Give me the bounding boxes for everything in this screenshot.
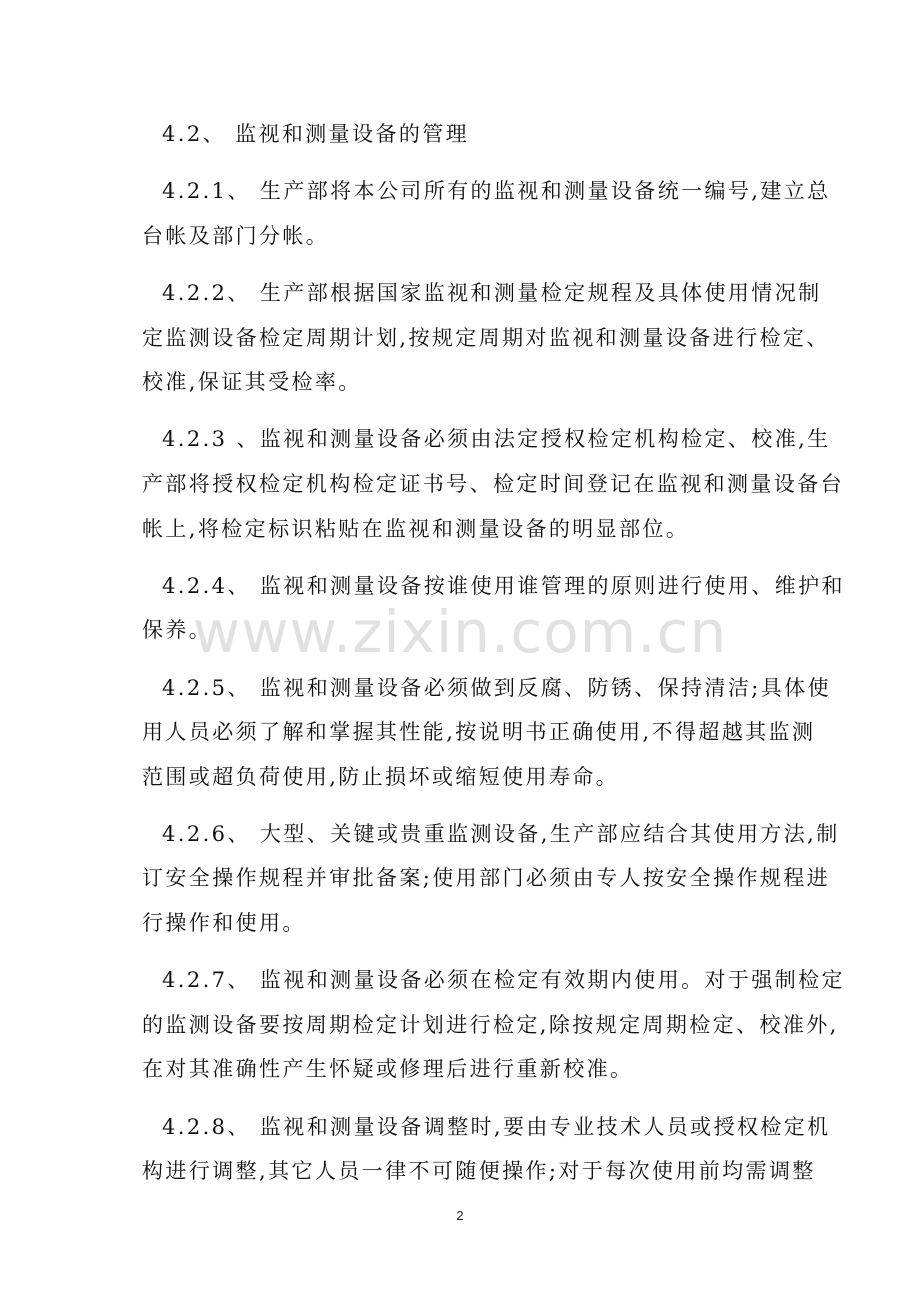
paragraph-line: 定监测设备检定周期计划,按规定周期对监视和测量设备进行检定、 [142,325,830,350]
paragraph-4-2-1 [142,169,831,258]
paragraph-line: 在对其准确性产生怀疑或修理后进行重新校准。 [142,1057,634,1082]
page-number: 2 [456,1208,464,1223]
paragraph-line: 4.2.2、 生产部根据国家监视和测量检定规程及具体使用情况制 [162,280,822,305]
paragraph-line: 4.2.3 、监视和测量设备必须由法定授权检定机构检定、校准,生 [162,427,831,452]
paragraph-line: 行操作和使用。 [142,911,306,936]
document-body [142,112,845,1194]
paragraph-4-2-3 [142,417,844,551]
paragraph-4-2-7 [142,958,845,1092]
paragraph-line: 用人员必须了解和掌握其性能,按说明书正确使用,不得超越其监测 [142,720,816,745]
section-title: 4.2、 监视和测量设备的管理 [162,122,470,146]
paragraph-4-2-5 [142,666,831,800]
paragraph-line: 范围或超负荷使用,防止损坏或缩短使用寿命。 [142,764,620,789]
paragraph-line: 4.2.1、 生产部将本公司所有的监视和测量设备统一编号,建立总 [162,179,831,204]
paragraph-line: 4.2.7、 监视和测量设备必须在检定有效期内使用。对于强制检定 [162,968,845,993]
paragraph-line: 订安全操作规程并审批备案;使用部门必须由专人按安全操作规程进 [142,866,831,891]
paragraph-4-2-2 [142,271,830,405]
paragraph-line: 构进行调整,其它人员一律不可随便操作;对于每次使用前均需调整 [142,1159,816,1184]
paragraph-line: 保养。 [142,618,213,643]
paragraph-4-2-4 [142,564,845,653]
paragraph-4-2-6 [142,812,840,946]
paragraph-line: 台帐及部门分帐。 [142,223,330,248]
paragraph-4-2-8 [142,1105,831,1194]
paragraph-line: 4.2.5、 监视和测量设备必须做到反腐、防锈、保持清洁;具体使 [162,675,831,700]
paragraph-line: 4.2.8、 监视和测量设备调整时,要由专业技术人员或授权检定机 [162,1114,831,1139]
paragraph-line: 帐上,将检定标识粘贴在监视和测量设备的明显部位。 [142,516,690,541]
paragraph-line: 的监测设备要按周期检定计划进行检定,除按规定周期检定、校准外, [142,1012,839,1037]
watermark: www.zixin.com.cn [192,598,728,666]
paragraph-line: 校准,保证其受检率。 [142,370,362,395]
paragraph-line: 产部将授权检定机构检定证书号、检定时间登记在监视和测量设备台 [142,471,844,496]
paragraph-line: 4.2.4、 监视和测量设备按谁使用谁管理的原则进行使用、维护和 [162,573,845,598]
paragraph-line: 4.2.6、 大型、关键或贵重监测设备,生产部应结合其使用方法,制 [162,821,840,846]
